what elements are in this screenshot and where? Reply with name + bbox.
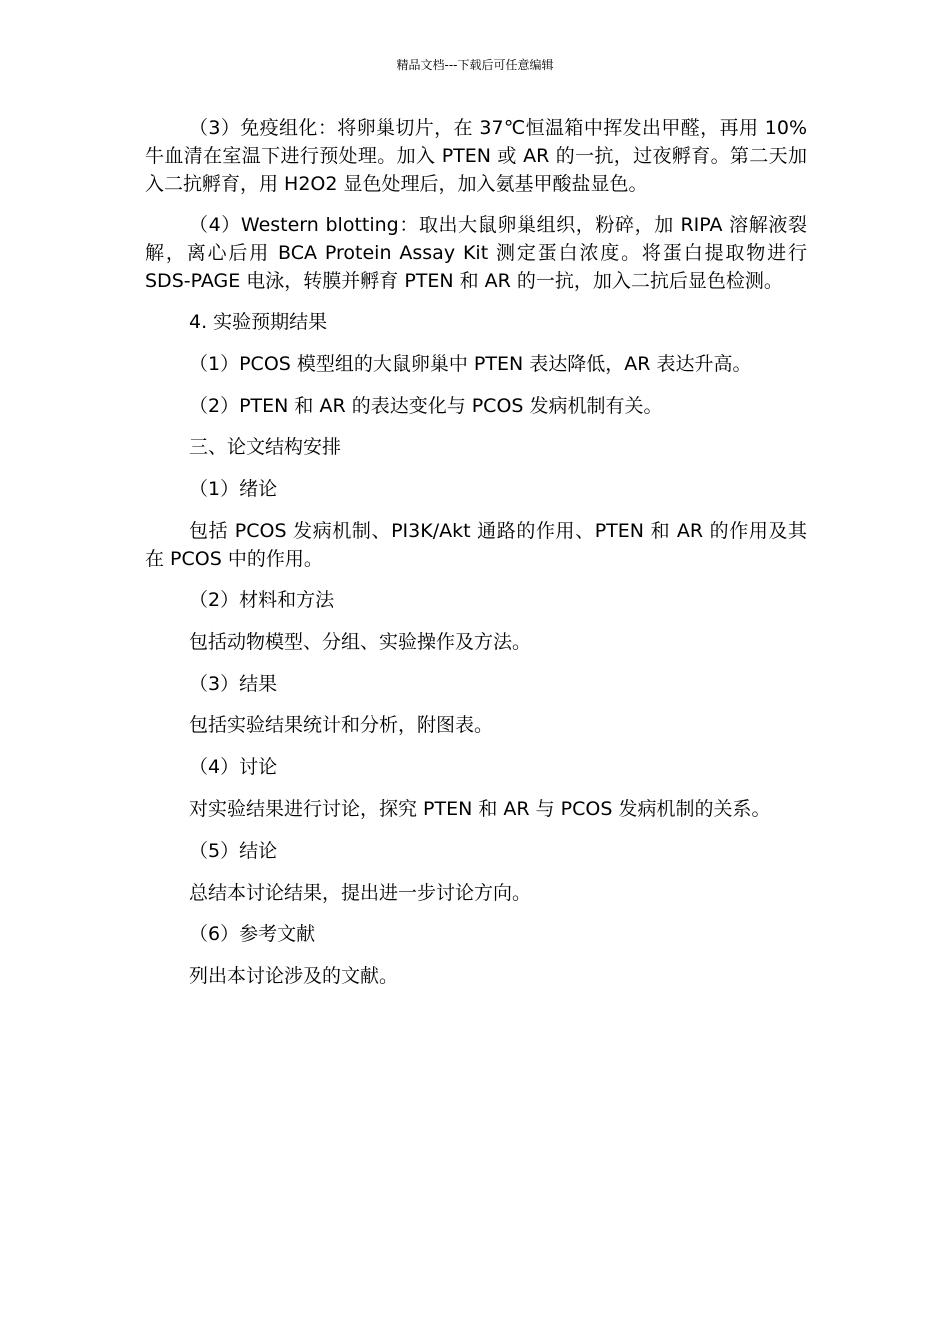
- paragraph-references: 列出本讨论涉及的文献。: [189, 965, 399, 988]
- expected-result-2: （2）PTEN 和 AR 的表达变化与 PCOS 发病机制有关。: [189, 394, 663, 417]
- subheading-conclusion: （5）结论: [189, 839, 278, 862]
- paragraph-immunohistochemistry: （3）免疫组化：将卵巢切片，在 37℃恒温箱中挥发出甲醛，再用 10%牛血清在室温下进行预处理。加入 PTEN 或 AR 的一抗，过夜孵育。第二天加入二抗孵育，用 H2O2 显色处理后，加入氨基甲酸盐显色。: [145, 117, 807, 195]
- paragraph-conclusion: 总结本讨论结果，提出进一步讨论方向。: [189, 881, 532, 904]
- paragraph-discussion: 对实验结果进行讨论，探究 PTEN 和 AR 与 PCOS 发病机制的关系。: [189, 797, 771, 820]
- paragraph-results: 包括实验结果统计和分析，附图表。: [189, 714, 494, 737]
- paragraph-western-blotting: （4）Western blotting：取出大鼠卵巢组织，粉碎，加 RIPA 溶解液裂解，离心后用 BCA Protein Assay Kit 测定蛋白浓度。将蛋白提取物进行 SDS-PAGE 电泳，转膜并孵育 PTEN 和 AR 的一抗，加入二抗后显色检测。: [145, 214, 807, 292]
- section-heading-expected-results: 4. 实验预期结果: [189, 311, 328, 333]
- section-heading-thesis-structure: 三、论文结构安排: [189, 436, 342, 459]
- subheading-materials-methods: （2）材料和方法: [189, 588, 335, 611]
- expected-result-1: （1）PCOS 模型组的大鼠卵巢中 PTEN 表达降低，AR 表达升高。: [189, 352, 752, 375]
- document-body: [145, 114, 807, 1004]
- subheading-introduction: （1）绪论: [189, 478, 278, 501]
- page-header: 精品文档---下载后可任意编辑: [396, 58, 554, 72]
- paragraph-introduction: 包括 PCOS 发病机制、PI3K/Akt 通路的作用、PTEN 和 AR 的作用及其在 PCOS 中的作用。: [145, 519, 807, 570]
- paragraph-materials-methods: 包括动物模型、分组、实验操作及方法。: [189, 630, 532, 653]
- subheading-results: （3）结果: [189, 672, 278, 695]
- subheading-discussion: （4）讨论: [189, 756, 278, 779]
- subheading-references: （6）参考文献: [189, 923, 316, 946]
